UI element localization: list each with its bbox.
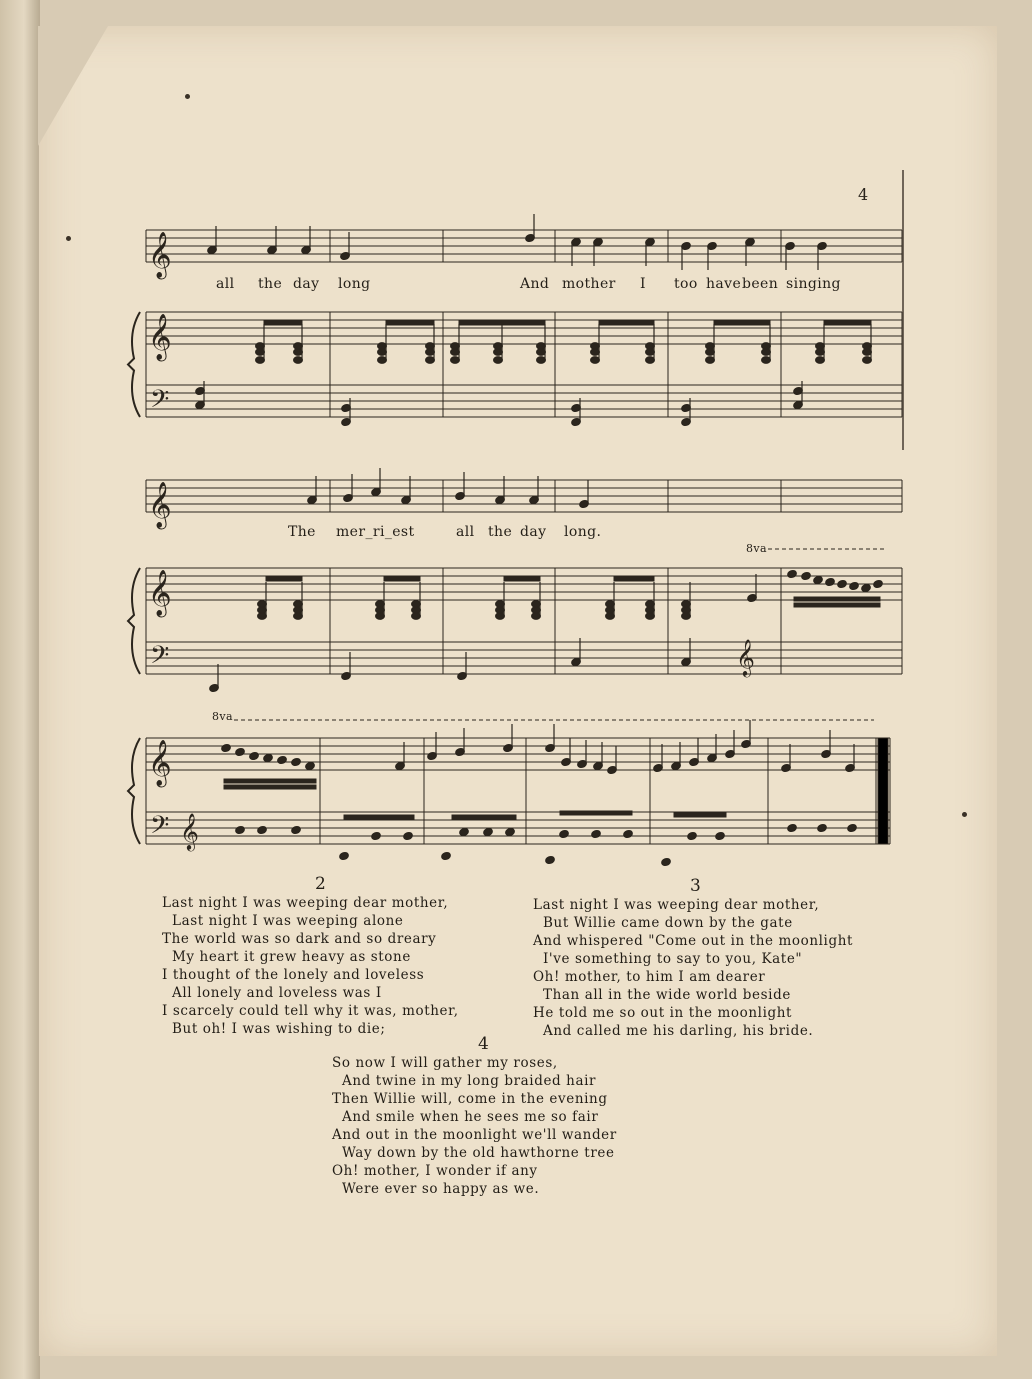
chord-note	[591, 357, 600, 364]
clef-icon: 𝄞	[148, 232, 172, 278]
stanza-line: Were ever so happy as we.	[342, 1181, 540, 1197]
clef-icon: 𝄞	[736, 638, 755, 676]
chord-note	[537, 349, 546, 356]
clef-icon: 𝄞	[148, 740, 172, 786]
stanza-line: Last night I was weeping alone	[172, 913, 404, 929]
stanza-2	[162, 894, 459, 1038]
note-head	[623, 829, 634, 838]
chord-note	[378, 349, 387, 356]
stanza-line: I scarcely could tell why it was, mother,	[162, 1003, 459, 1019]
note-head	[263, 753, 274, 762]
bass-staff-3	[146, 812, 890, 844]
stanza-line: Than all in the wide world beside	[543, 987, 791, 1003]
chord-note	[412, 613, 421, 620]
chord-note	[451, 349, 460, 356]
beam	[224, 779, 316, 783]
stanza-line: And smile when he sees me so fair	[342, 1109, 599, 1125]
clef-icon: 𝄢	[150, 385, 170, 420]
lyric-system1-been: been	[742, 276, 779, 292]
beam	[386, 321, 434, 325]
note-head	[235, 825, 246, 834]
note-head	[801, 571, 812, 580]
lyric-system2-long: long.	[564, 524, 602, 540]
chord-note	[258, 613, 267, 620]
note-head	[813, 575, 824, 584]
lyric-system2-the: the	[488, 524, 513, 540]
lyric-system1-long: long	[338, 276, 371, 292]
note-head	[483, 827, 494, 836]
stanza-line: And whispered "Come out in the moonlight	[533, 933, 854, 949]
stanza-line: And called me his darling, his bride.	[543, 1023, 814, 1039]
stanza-4	[332, 1054, 617, 1198]
note-head	[661, 857, 672, 866]
chord-note	[537, 357, 546, 364]
chord-note	[294, 357, 303, 364]
ottava-marking-1: 8va	[746, 542, 767, 555]
brace	[128, 568, 140, 674]
note-head	[559, 829, 570, 838]
clef-icon: 𝄞	[148, 570, 172, 616]
note-head	[291, 825, 302, 834]
brace	[128, 738, 140, 844]
note-head	[235, 747, 246, 756]
voice-staff-2	[146, 480, 902, 512]
stanza-line: Way down by the old hawthorne tree	[342, 1145, 615, 1161]
stanza-line: But Willie came down by the gate	[543, 915, 793, 931]
stanza-line: The world was so dark and so dreary	[162, 931, 437, 947]
chord-note	[451, 357, 460, 364]
chord-note	[591, 349, 600, 356]
page-number: 4	[858, 185, 869, 204]
beam	[714, 321, 770, 325]
note-head	[305, 761, 316, 770]
lyric-system1-all: all	[216, 276, 235, 292]
stanza-number-4: 4	[478, 1034, 489, 1054]
final-barline	[878, 738, 888, 844]
beam	[384, 577, 420, 581]
chord-note	[646, 349, 655, 356]
note-head	[817, 823, 828, 832]
stanza-number-3: 3	[690, 876, 701, 896]
lyric-system1-the: the	[258, 276, 283, 292]
stanza-line: Oh! mother, to him I am dearer	[533, 969, 766, 985]
stanza-line: All lonely and loveless was I	[172, 985, 382, 1001]
note-head	[277, 755, 288, 764]
beam	[266, 577, 302, 581]
chord-note	[256, 349, 265, 356]
beam	[674, 813, 726, 817]
note-head	[591, 829, 602, 838]
stanza-line: Then Willie will, come in the evening	[332, 1091, 608, 1107]
clef-icon: 𝄢	[150, 641, 170, 676]
note-head	[787, 569, 798, 578]
stanza-line: Last night I was weeping dear mother,	[162, 895, 449, 911]
chord-note	[646, 357, 655, 364]
note-head	[221, 743, 232, 752]
note-head	[545, 855, 556, 864]
clef-icon: 𝄞	[148, 314, 172, 360]
chord-note	[294, 349, 303, 356]
chord-note	[706, 357, 715, 364]
beam	[614, 577, 654, 581]
stanza-line: And twine in my long braided hair	[342, 1073, 597, 1089]
clef-icon: 𝄞	[180, 812, 199, 850]
chord-note	[706, 349, 715, 356]
note-head	[861, 583, 872, 592]
lyric-system2-merriest: mer_ri_est	[336, 524, 415, 540]
note-head	[687, 831, 698, 840]
beam	[599, 321, 654, 325]
chord-note	[532, 613, 541, 620]
stanza-line: He told me so out in the moonlight	[533, 1005, 793, 1021]
note-head	[249, 751, 260, 760]
chord-note	[863, 349, 872, 356]
stanza-line: Oh! mother, I wonder if any	[332, 1163, 538, 1179]
lyric-system1-mother: mother	[562, 276, 616, 292]
lyric-system2-day: day	[520, 524, 547, 540]
beam	[344, 815, 414, 819]
note-head	[715, 831, 726, 840]
lyric-system1-i: I	[640, 276, 646, 292]
treble-staff-1	[146, 312, 902, 344]
note-head	[371, 831, 382, 840]
beam	[794, 603, 880, 607]
note-head	[441, 851, 452, 860]
note-head	[403, 831, 414, 840]
chord-note	[426, 357, 435, 364]
chord-note	[426, 349, 435, 356]
note-head	[837, 579, 848, 588]
beam	[452, 815, 516, 819]
note-head	[339, 851, 350, 860]
beam	[794, 597, 880, 601]
beam	[504, 577, 540, 581]
note-head	[825, 577, 836, 586]
stanza-3	[533, 896, 853, 1040]
note-head	[291, 757, 302, 766]
stanza-line: And out in the moonlight we'll wander	[332, 1127, 617, 1143]
chord-note	[606, 613, 615, 620]
note-head	[459, 827, 470, 836]
chord-note	[376, 613, 385, 620]
lyric-system1-have: have	[706, 276, 742, 292]
chord-note	[646, 613, 655, 620]
lyric-system2-all: all	[456, 524, 475, 540]
stanza-line: But oh! I was wishing to die;	[172, 1021, 386, 1037]
chord-note	[294, 613, 303, 620]
chord-note	[378, 357, 387, 364]
beam	[560, 811, 632, 815]
ottava-marking-2: 8va	[212, 710, 233, 723]
lyric-system1-day: day	[293, 276, 320, 292]
chord-note	[816, 349, 825, 356]
stanza-line: My heart it grew heavy as stone	[172, 949, 411, 965]
chord-note	[256, 357, 265, 364]
note-head	[257, 825, 268, 834]
beam	[224, 785, 316, 789]
chord-note	[863, 357, 872, 364]
chord-note	[494, 357, 503, 364]
stanza-line: So now I will gather my roses,	[332, 1055, 558, 1071]
chord-note	[762, 349, 771, 356]
note-head	[849, 581, 860, 590]
lyric-system2-the: The	[288, 524, 316, 540]
lyric-system1-too: too	[674, 276, 698, 292]
lyric-system1-singing: singing	[786, 276, 841, 292]
chord-note	[762, 357, 771, 364]
stanza-line: Last night I was weeping dear mother,	[533, 897, 820, 913]
stanza-line: I thought of the lonely and loveless	[162, 967, 425, 983]
lyric-system1-and: And	[520, 276, 550, 292]
beam	[264, 321, 302, 325]
stanza-number-2: 2	[315, 874, 326, 894]
bass-staff-2	[146, 642, 902, 674]
note-head	[787, 823, 798, 832]
beam	[824, 321, 871, 325]
chord-note	[816, 357, 825, 364]
note-head	[505, 827, 516, 836]
chord-note	[496, 613, 505, 620]
note-head	[873, 579, 884, 588]
chord-note	[682, 613, 691, 620]
bass-staff-1	[146, 385, 902, 417]
chord-note	[494, 349, 503, 356]
brace	[128, 312, 140, 417]
clef-icon: 𝄢	[150, 811, 170, 846]
stanza-line: I've something to say to you, Kate"	[543, 951, 803, 967]
note-head	[847, 823, 858, 832]
clef-icon: 𝄞	[148, 482, 172, 528]
